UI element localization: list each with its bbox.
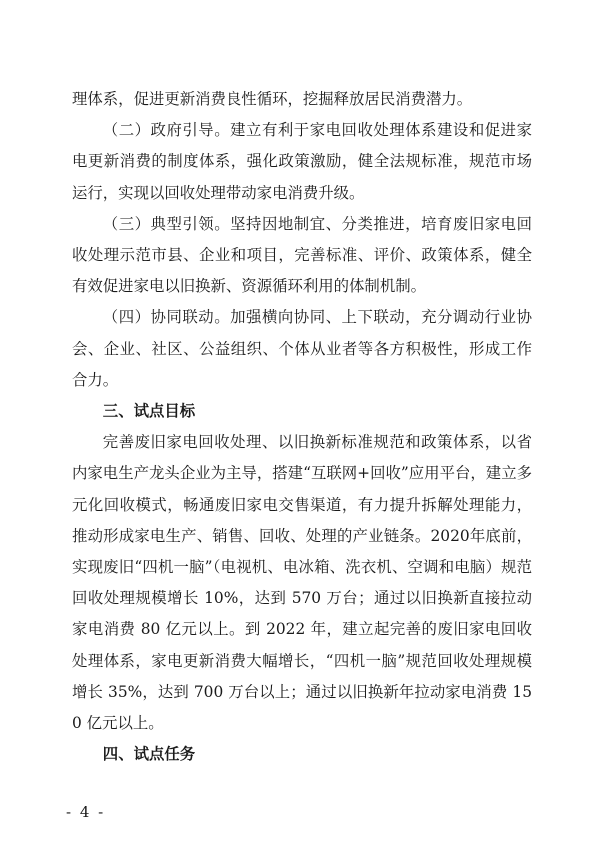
paragraph-text: 建立有利于家电回收处理体系建设和促进家电更新消费的制度体系，强化政策激励，健全法规标准，规范市场运行，实现以回收处理带动家电消费升级。 <box>72 121 532 202</box>
document-body <box>72 84 532 770</box>
section-heading-pilot-goals: 三、试点目标 <box>102 402 196 421</box>
paragraph-government-guidance <box>72 115 532 209</box>
paragraph-text: 坚持因地制宜、分类推进，培育废旧家电回收处理示范市县、企业和项目，完善标准、评价、政策体系，健全有效促进家电以旧换新、资源循环利用的体制机制。 <box>72 214 532 296</box>
paragraph-lead: （二）政府引导。 <box>102 121 231 140</box>
paragraph-continued: 理体系，促进更新消费良性循环，挖掘释放居民消费潜力。 <box>72 90 473 108</box>
paragraph-lead: （四）协同联动。 <box>102 308 231 327</box>
paragraph-pilot-goals: 完善废旧家电回收处理、以旧换新标准规范和政策体系，以省内家电生产龙头企业为主导，搭建“互联网+回收”应用平台，建立多元化回收模式，畅通废旧家电交售渠道，有力提升拆解处理能力，推动形成家电生产、销售、回收、处理的产业链条。2020年底前，实现废旧“四机一脑”（电视机、电冰箱、洗衣机、空调和电脑）规范回收处理规模增长 10%，达到 570 万台；通过以旧换新直接拉动家电消费 80 亿元以上。到 2022 年，建立起完善的废旧家电回收处理体系，家电更新消费大幅增长，“四机一脑”规范回收处理规模增长 35%，达到 700 万台以上；通过以旧换新年拉动家电消费 150 亿元以上。 <box>72 433 532 733</box>
page-number: - 4 - <box>66 803 106 821</box>
paragraph-coordination <box>72 302 532 396</box>
paragraph-text: 加强横向协同、上下联动，充分调动行业协会、企业、社区、公益组织、个体从业者等各方积极性，形成工作合力。 <box>72 308 532 389</box>
paragraph-lead: （三）典型引领。 <box>102 214 231 233</box>
paragraph-model-leading <box>72 209 532 303</box>
section-heading-pilot-tasks: 四、试点任务 <box>102 745 196 764</box>
